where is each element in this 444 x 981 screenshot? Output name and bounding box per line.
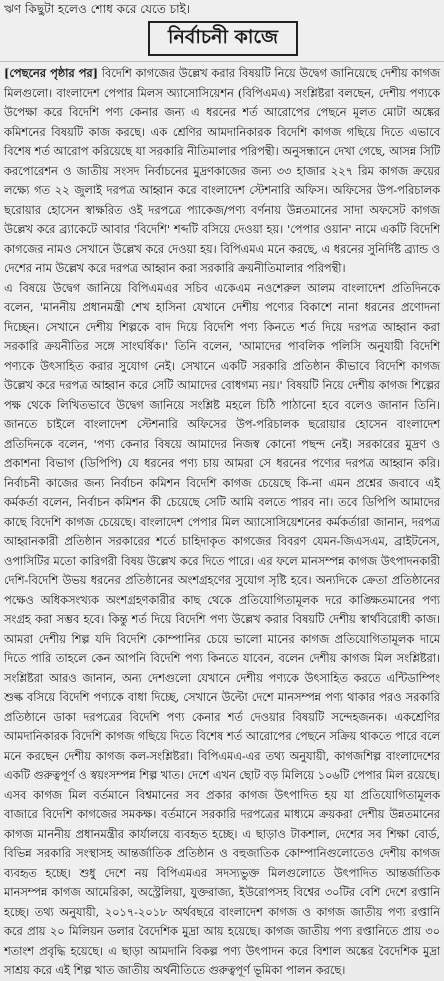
previous-article-tail: ঋণ কিছুটা হলেও শোধ করে যেতে চাই। xyxy=(4,2,191,16)
article-paragraph-1 xyxy=(4,64,440,279)
divider xyxy=(0,61,444,62)
paragraph-1-text: বিদেশি কাগজের উল্লেখ করার বিষয়টি নিয়ে উদ্বেগ জানিয়েছে দেশীয় কাগজ মিলগুলো। বাংলাদেশ পেপার মিলস অ্যাসোসিয়েশন (বিপিএমএ) সংশ্লিষ্টরা বলছেন, দেশীয় পণ্যকে উপেক্ষা করে বিদেশি পণ্য কেনার জন্য এ ধরনের শর্ত আরোপের পেছনে মূলত মোটা অঙ্কের কমিশনের বিষয়টি কাজ করছে। এক শ্রেণির আমদানিকারক বিদেশি কাগজ গছিয়ে দিতে এভাবে বিশেষ শর্ত আরোপ করিয়েছে যা সরকারি নীতিমালার পরিপন্থী। অনুসন্ধানে দেখা গেছে, আসন্ন সিটি করপোরেশন ও জাতীয় সংসদ নির্বাচনের মুদ্রণকাজের জন্য ৩৩ হাজার ২২৭ রিম কাগজ ক্রয়ের লক্ষ্যে গত ২২ জুলাই দরপত্র আহ্বান করে বাংলাদেশ স্টেশনারি অফিস। অফিসের উপ-পরিচালক ছরোয়ার হোসেন স্বাক্ষরিত ওই দরপত্রে প্যাকেজ/পণ্য বর্ণনায় উন্নতমানের সাদা অফসেট কাগজ উল্লেখ করে ব্র্যাকেটে আবার 'বিদেশি' শব্দটি বসিয়ে দেওয়া হয়। 'পেপার ওয়ান' নামে একটি বিদেশি কাগজের নামও সেখানে উল্লেখ করে দেওয়া হয়। বিপিএমএ মনে করছে, এ ধরনের সুনির্দিষ্ট ব্র্যান্ড ও দেশের নাম উল্লেখ করে দরপত্র আহ্বান করা সরকারি ক্রয়নীতিমালার পরিপন্থী। xyxy=(4,67,440,275)
article-headline xyxy=(148,21,298,56)
article-body xyxy=(4,64,440,977)
continuation-marker: [পেছনের পৃষ্ঠার পর] xyxy=(4,66,98,80)
headline-text: নির্বাচনী কাজে xyxy=(168,25,278,48)
article-paragraph-2 xyxy=(4,279,440,981)
paragraph-2-text: এ বিষয়ে উদ্বেগ জানিয়ে বিপিএমএর সচিব একেএম নওশেরুল আলম বাংলাদেশ প্রতিদিনকে বলেন, 'মাননীয় প্রধানমন্ত্রী শেখ হাসিনা যেখানে দেশীয় পণ্যের বিকাশে নানা ধরনের প্রণোদনা দিচ্ছেন। সেখানে দেশীয় শিল্পকে বাদ দিয়ে বিদেশি পণ্য কিনতে শর্ত দিয়ে দরপত্র আহ্বান করা সরকারি ক্রয়নীতির সঙ্গে সাংঘর্ষিক।' তিনি বলেন, 'আমাদের পাবলিক পলিসি অনুযায়ী বিদেশি পণ্যকে উৎসাহিত করার সুযোগ নেই। সেখানে একটি সরকারি প্রতিষ্ঠান কীভাবে বিদেশি কাগজ উল্লেখ করে দরপত্র আহ্বান করে সেটি আমাদের বোধগম্য নয়।' বিষয়টি নিয়ে দেশীয় কাগজ শিল্পের পক্ষ থেকে লিখিতভাবে উদ্বেগ জানিয়ে সংশ্লিষ্ট মহলে চিঠি পাঠানো হবে বলেও জানান তিনি। জানতে চাইলে বাংলাদেশ স্টেশনারি অফিসের উপ-পরিচালক ছরোয়ার হোসেন বাংলাদেশ প্রতিদিনকে বলেন, 'পণ্য কেনার বিষয়ে আমাদের নিজস্ব কোনো পছন্দ নেই। সরকারের মুদ্রণ ও প্রকাশনা বিভাগ (ডিপিপি) যে ধরনের পণ্য চায় আমরা সে ধরনের পণ্যের দরপত্র আহ্বান করি। নির্বাচনী কাজের জন্য নির্বাচন কমিশন বিদেশি কাগজ চেয়েছে কি-না এমন প্রশ্নের জবাবে এই কর্মকর্তা বলেন, নির্বাচন কমিশন কী চেয়েছে সেটি আমি বলতে পারব না। তবে ডিপিপি আমাদের কাছে বিদেশি কাগজ চেয়েছে। বাংলাদেশ পেপার মিল অ্যাসোসিয়েশনের কর্মকর্তারা জানান, দরপত্র আহ্বানকারী প্রতিষ্ঠান সরকারের শর্তে চাহিদাকৃত কাগজের বিবরণ যেমন-জিএসএম, ব্রাইটনেস, ওপাসিটির মতো কারিগরী বিষয় উল্লেখ করে দিতে পারে। এর ফলে মানসম্পন্ন কাগজ উৎপাদনকারী দেশি-বিদেশি উভয় ধরনের প্রতিষ্ঠানের অংশগ্রহণের সুযোগ সৃষ্টি হবে। অন্যদিকে ক্রেতা প্রতিষ্ঠানের পক্ষেও অধিকসংখ্যক অংশগ্রহণকারীর কাছ থেকে প্রতিযোগিতামূলক দরে কাঙ্ক্ষিতমানের পণ্য সংগ্রহ করা সম্ভব হবে। কিন্তু শর্ত দিয়ে বিদেশি পণ্য উল্লেখ করার বিষয়টি দেশীয় স্বার্থবিরোধী কাজ। আমরা দেশীয় শিল্প যদি বিদেশি কোম্পানির চেয়ে ভালো মানের কাগজ প্রতিযোগিতামূলক দামে দিতে পারি তাহলে কেন আপনি বিদেশি পণ্য কিনতে যাবেন, বলেন দেশীয় কাগজ মিল সংশ্লিষ্টরা। সংশ্লিষ্টরা আরও জানান, অন্য দেশগুলো যেখানে দেশীয় পণ্যকে উৎসাহিত করতে এন্টিডাম্পিং শুল্ক বসিয়ে বিদেশি পণ্যকে বাধা দিচ্ছে, সেখানে উল্টো দেশে মানসম্পন্ন পণ্য থাকার পরও সরকারি প্রতিষ্ঠানে ডাকা দরপত্রের বিদেশি পণ্য কেনার শর্ত দেওয়ার বিষয়টি সন্দেহজনক। একশ্রেণির আমদানিকারক বিদেশি কাগজ গছিয়ে দিতে বিশেষ শর্ত আরোপের পেছনে সক্রিয় থাকতে পারে বলে মনে করছেন দেশীয় কাগজ কল-সংশ্লিষ্টরা। বিপিএমএ-এর তথ্য অনুযায়ী, কাগজশিল্প বাংলাদেশের একটি গুরুত্বপূর্ণ ও স্বয়ংসম্পন্ন শিল্প খাত। দেশে এখন ছোট বড় মিলিয়ে ১০৬টি পেপার মিল রয়েছে। এসব কাগজ মিল বর্তমানে বিশ্বমানের সব প্রকার কাগজ উৎপাদিত হয় যা প্রতিযোগিতামূলক বাজারে বিদেশি কাগজের সমকক্ষ। বর্তমানে সরকারি দরপত্রের মাধ্যমে ক্রয়করা দেশীয় উন্নতমানের কাগজ মাননীয় প্রধানমন্ত্রীর কার্যালয়ে ব্যবহৃত হচ্ছে। এ ছাড়াও টাকশাল, দেশের সব শিক্ষা বোর্ড, বিভিন্ন সরকারি সংস্থাসহ আন্তর্জাতিক প্রতিষ্ঠান ও বহুজাতিক কোম্পানিগুলোতেও দেশীয় কাগজ ব্যবহৃত হচ্ছে। শুধু দেশে নয় বিপিএমএর সদস্যভুক্ত মিলগুলোতে উৎপাদিত আন্তর্জাতিক মানসম্পন্ন কাগজ আমেরিকা, অস্ট্রেলিয়া, যুক্তরাজ্য, ইউরোপসহ বিশ্বের ৩০টির বেশি দেশে রপ্তানি হচ্ছে। তথ্য অনুযায়ী, ২০১৭-২০১৮ অর্থবছরে বাংলাদেশ কাগজ ও কাগজ জাতীয় পণ্য রপ্তানি করে প্রায় ২০ মিলিয়ন ডলার বৈদেশিক মুদ্রা আয় হয়েছে। কাগজ জাতীয় পণ্য রপ্তানিতে প্রায় ৩০ শতাংশ প্রবৃদ্ধি হয়েছে। এ ছাড়া আমদানি বিকল্প পণ্য উৎপাদন করে বিশাল অঙ্কের বৈদেশিক মুদ্রা সাশ্রয় করে এই শিল্প খাত জাতীয় অর্থনীতিতে গুরুত্বপূর্ণ ভূমিকা পালন করছে। xyxy=(4,281,440,977)
